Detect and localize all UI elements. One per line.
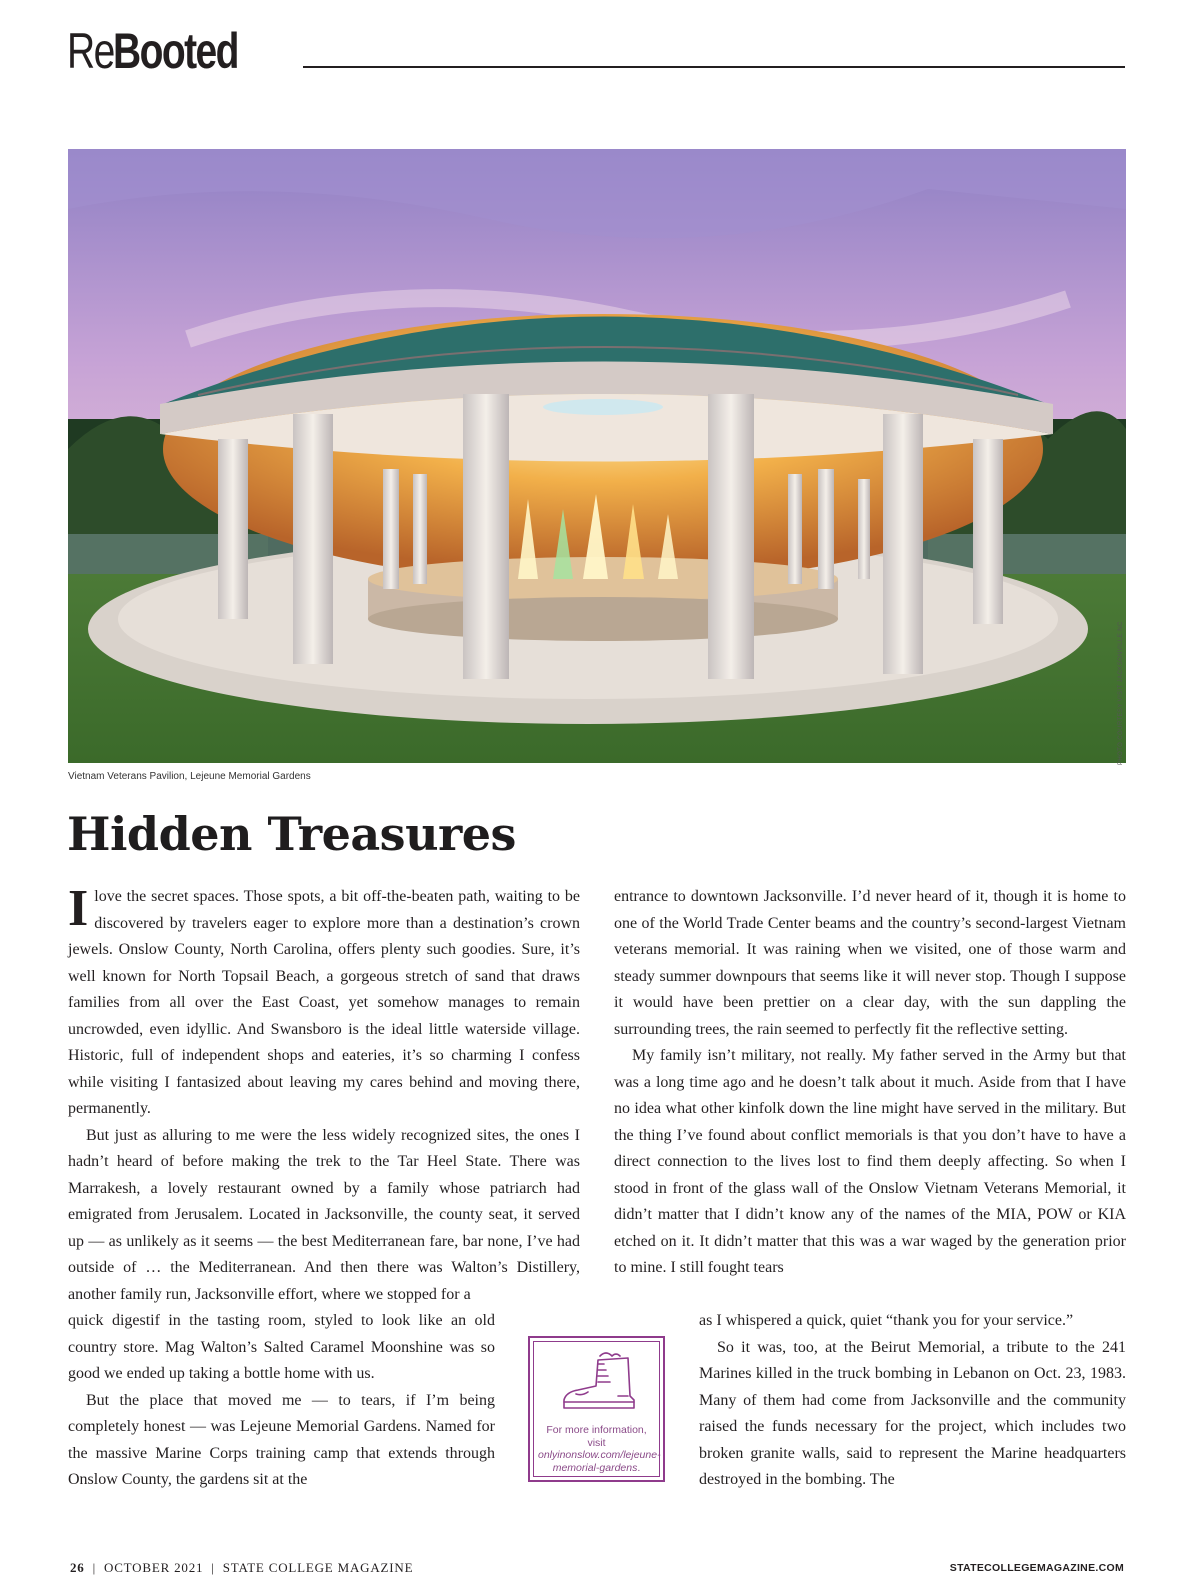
article-column-right-wrap [699, 1308, 1126, 1494]
article-paragraph: My family isn’t military, not really. My father served in the Army but that was a long time ago and he doesn’t talk about it much. Aside from that I have no idea what other kinfolk down the line might have served in the military. But the thing I’ve found about conflict memorials is that you don’t have to have a direct connection to the lives lost to find them deeply affecting. So when I stood in front of the glass wall of the Onslow Vietnam Veterans Memorial, it didn’t matter that I didn’t know any of the names of the MIA, POW or KIA etched on it. It didn’t matter that this was a war waged by the generation prior to mine. I still fought tears [614, 1047, 1126, 1276]
info-box-end: . [637, 1461, 641, 1474]
masthead-title: Booted [112, 23, 238, 79]
article-paragraph: entrance to downtown Jacksonville. I’d never heard of it, though it is home to one of the World Trade Center beams and the country’s second-largest Vietnam veterans memorial. It was raining when we visited, one of those warm and steady summer downpours that seems like it will never stop. Though I suppose it would have been prettier on a clear day, with the sun dappling the surrounding trees, the rain seemed to perfectly fit the reflective setting. [614, 888, 1126, 1038]
article-paragraph: So it was, too, at the Beirut Memorial, a tribute to the 241 Marines killed in the truck bombing in Lebanon on Oct. 23, 1983. Many of them had come from Jacksonville and the community raised the funds necessary for the project, which includes two broken granite walls, said to represent the Marine headquarters destroyed in the bombing. The [699, 1338, 1126, 1488]
info-box-lead: For more information, visit [546, 1424, 647, 1449]
info-box-text [538, 1424, 661, 1474]
info-box-frame [533, 1341, 660, 1477]
article-column-left [68, 880, 580, 1308]
magazine-website[interactable]: STATECOLLEGEMAGAZINE.COM [949, 1562, 1124, 1574]
masthead-rule [303, 66, 1125, 68]
boot-icon [558, 1350, 640, 1418]
article-column-left-wrap [68, 1308, 495, 1494]
paragraph-text: love the secret spaces. Those spots, a bit off-the-beaten path, waiting to be discovered by travelers eager to explore more than a destination’s crown jewels. Onslow County, North Carolina, offers plenty such goodies. Sure, it’s well known for North Topsail Beach, a gorgeous stretch of sand that draws families from all over the East Coast, yet somehow manages to remain uncrowded, even idyllic. And Swansboro is the ideal little waterside village. Historic, full of independent shops and eateries, it’s so charming I confess while visiting I fantasized about leaving my cares behind and moving there, permanently. [68, 888, 580, 1117]
page-footer [70, 1560, 413, 1576]
article-paragraph: But just as alluring to me were the less widely recognized sites, the ones I hadn’t heard of before making the trek to the Tar Heel State. There was Marrakesh, a lovely restaurant owned by a family whose patriarch had emigrated from Jerusalem. Located in Jacksonville, the county seat, it served up — as unlikely as it seems — the best Mediterranean fare, bar none, I’ve had outside of … the Mediterranean. And then there was Walton’s Distillery, another family run, Jacksonville effort, where we stopped for a [68, 1126, 580, 1303]
footer-separator: | [92, 1560, 97, 1575]
photo-credit: PHOTO COURTESY VISIT JACKSONVILLE NC [1118, 621, 1124, 765]
section-masthead [67, 20, 273, 79]
article-paragraph: quick digestif in the tasting room, styled to look like an old country store. Mag Walton’s Salted Caramel Moonshine was so good we ended up taking a bottle home with us. [68, 1312, 495, 1382]
drop-cap: I [68, 880, 89, 937]
photo-caption: Vietnam Veterans Pavilion, Lejeune Memorial Gardens [68, 771, 311, 782]
article-column-right [614, 884, 1126, 1282]
page-number: 26 [70, 1560, 85, 1575]
article-paragraph: But the place that moved me — to tears, if I’m being completely honest — was Lejeune Memorial Gardens. Named for the massive Marine Corps training camp that extends through Onslow County, the gardens sit at the [68, 1391, 495, 1488]
masthead-prefix: Re [67, 23, 114, 79]
magazine-name: STATE COLLEGE MAGAZINE [222, 1560, 414, 1575]
info-box [528, 1336, 665, 1482]
info-box-link[interactable]: onlyinonslow.com/lejeune-memorial-gardens [538, 1449, 661, 1474]
article-paragraph: as I whispered a quick, quiet “thank you for your service.” [699, 1312, 1074, 1329]
article-headline: Hidden Treasures [67, 807, 516, 861]
pavilion-photo [68, 149, 1126, 763]
issue-date: OCTOBER 2021 [104, 1560, 204, 1575]
article-paragraph [68, 880, 580, 1123]
footer-separator: | [211, 1560, 215, 1575]
